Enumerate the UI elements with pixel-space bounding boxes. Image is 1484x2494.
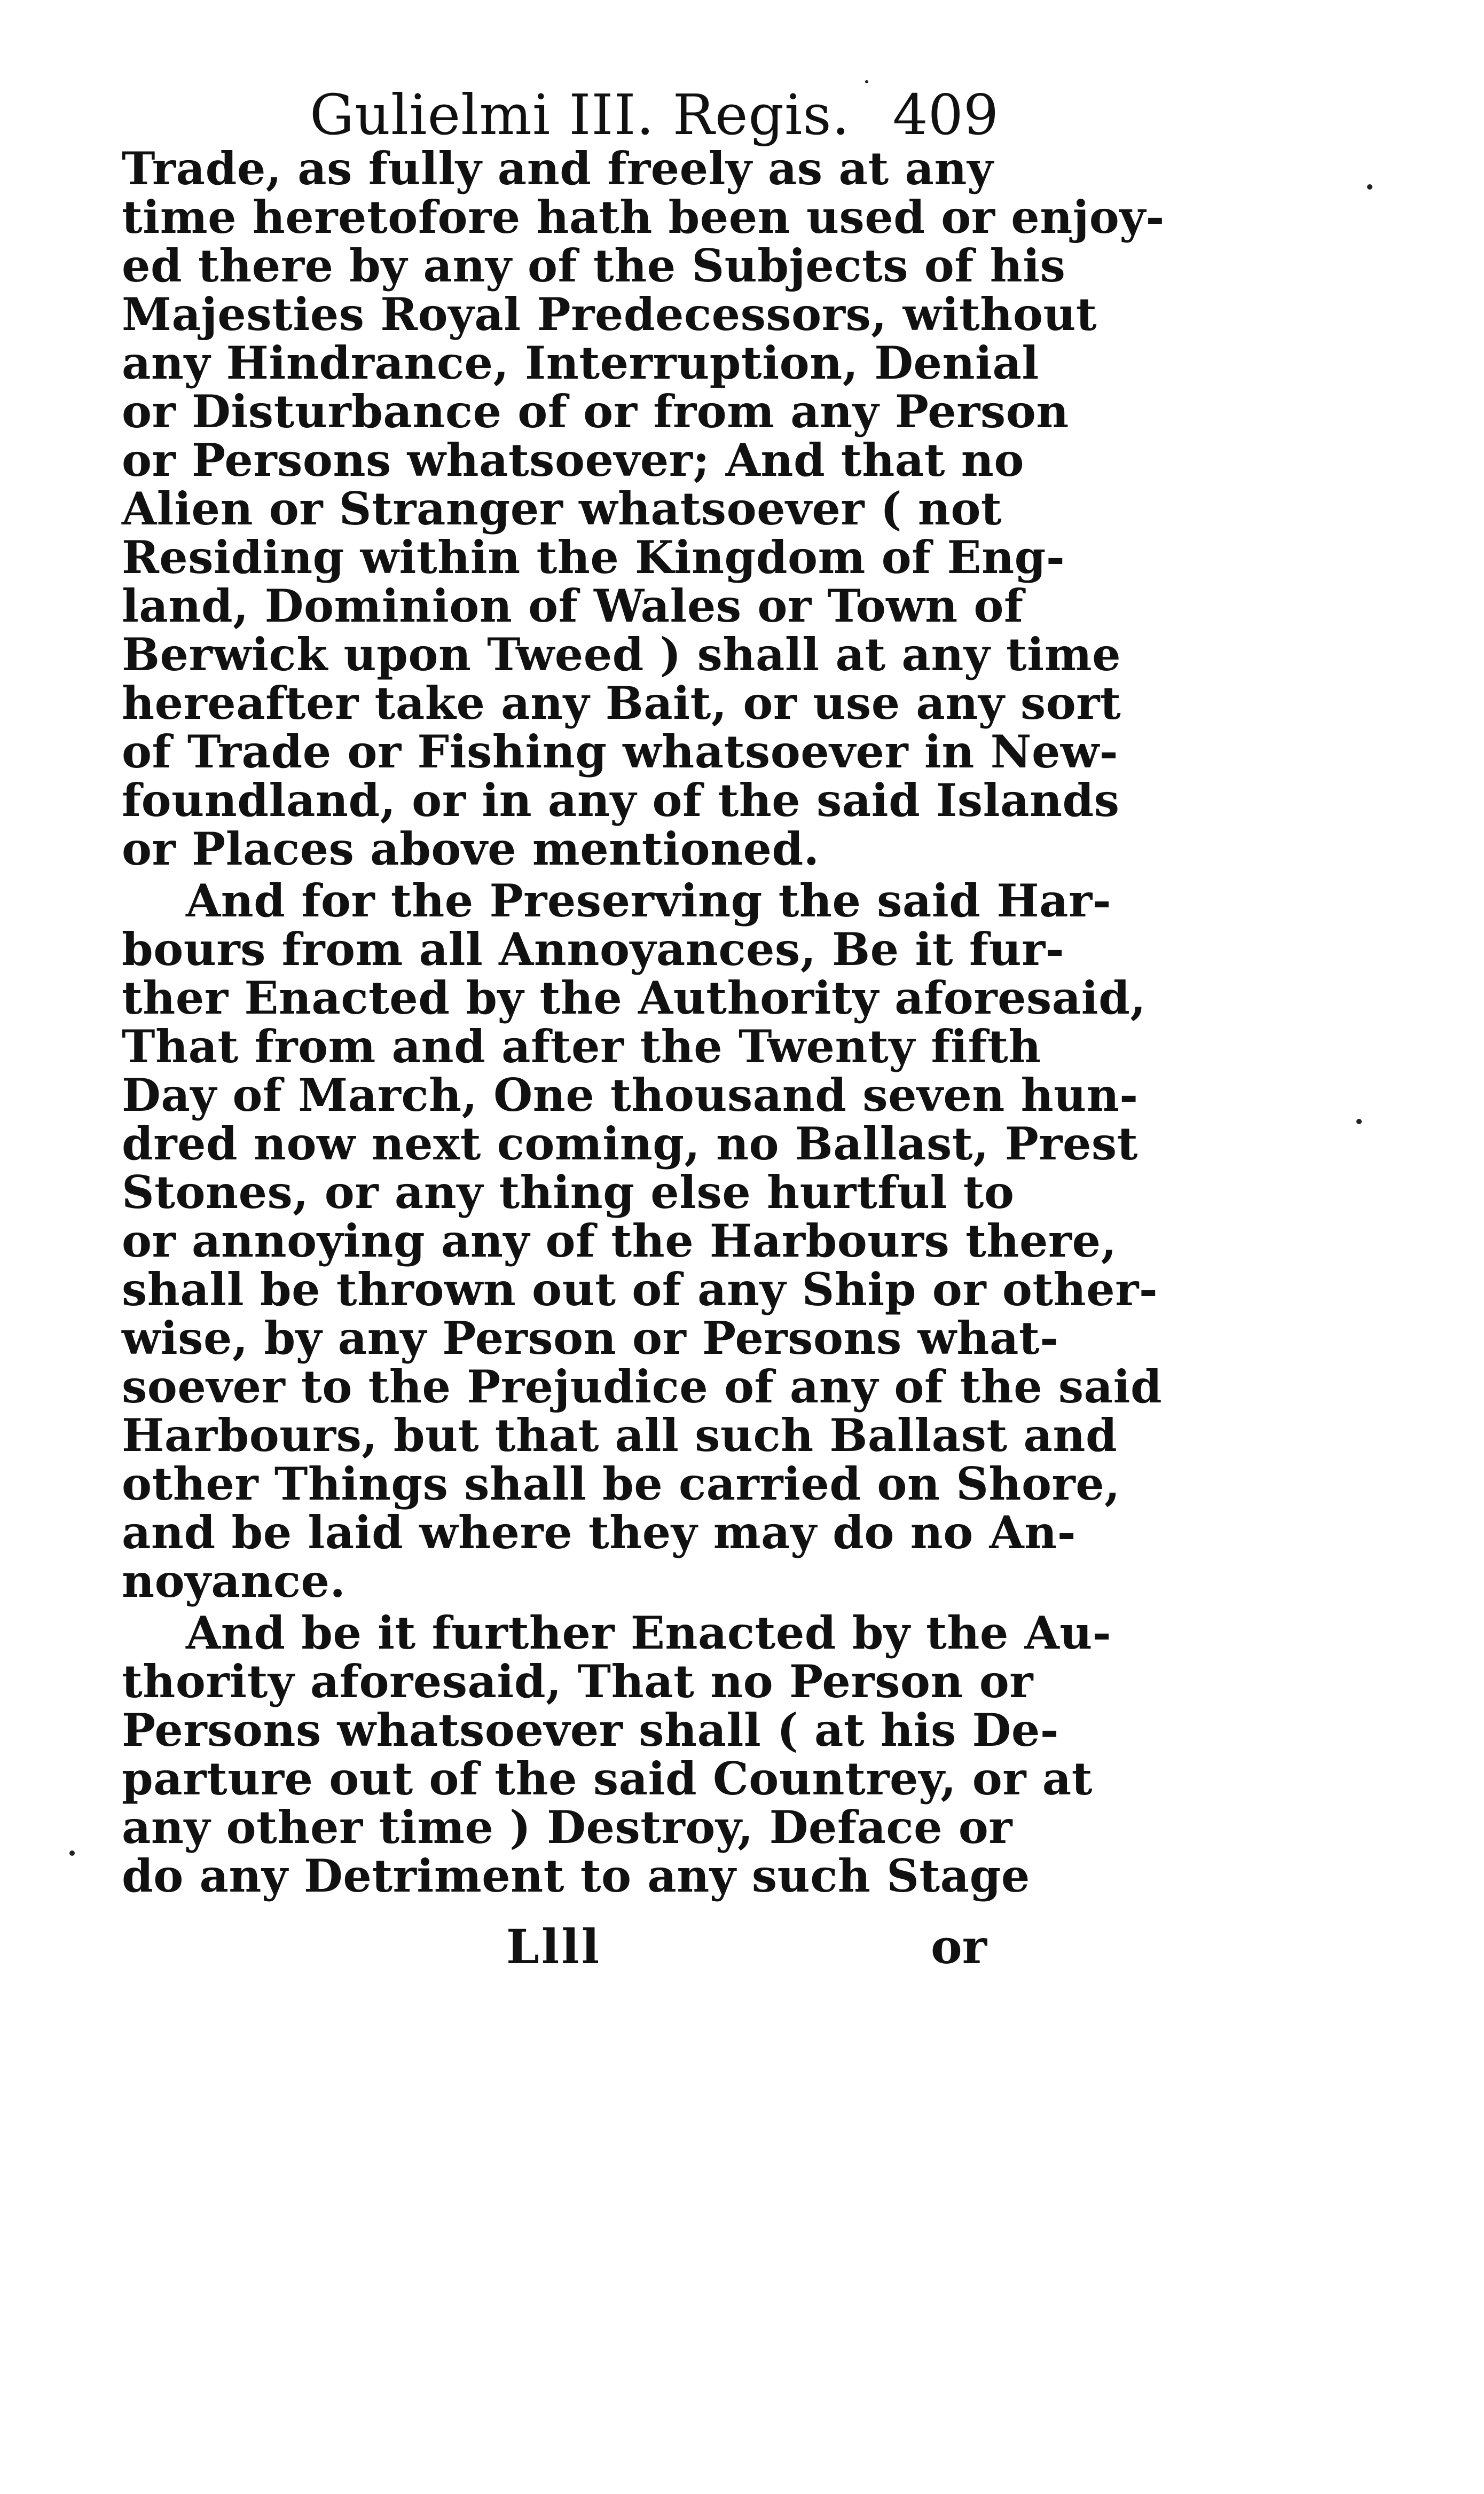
text-line: Day of March, One thousand seven hun- — [122, 1069, 1138, 1121]
text-line: Persons whatsoever shall ( at his De- — [122, 1704, 1059, 1756]
text-line: Residing within the Kingdom of Eng- — [122, 531, 1065, 584]
paragraph-2 — [122, 874, 1163, 1607]
text-line: time heretofore hath been used or enjoy- — [122, 191, 1165, 244]
text-line: And for the Preserving the said Har- — [186, 874, 1112, 927]
text-line: or Persons whatsoever; And that no — [122, 434, 1024, 487]
ink-speck — [865, 80, 868, 83]
text-line: shall be thrown out of any Ship or other- — [122, 1263, 1158, 1316]
text-line: or Places above mentioned. — [122, 822, 820, 875]
running-head — [310, 80, 999, 150]
signature-mark: Llll — [506, 1919, 602, 1974]
text-line: Harbours, but that all such Ballast and — [122, 1409, 1118, 1462]
text-line: parture out of the said Countrey, or at — [122, 1752, 1093, 1805]
paragraph-1 — [122, 142, 1165, 875]
text-line: bours from all Annoyances, Be it fur- — [122, 923, 1065, 976]
text-line: any other time ) Destroy, Deface or — [122, 1801, 1013, 1854]
text-line: any Hindrance, Interruption, Denial — [122, 336, 1039, 389]
text-line: hereafter take any Bait, or use any sort — [122, 677, 1121, 730]
text-line: ed there by any of the Subjects of his — [122, 239, 1066, 292]
running-title: Gulielmi III. Regis. — [310, 82, 850, 147]
text-line: wise, by any Person or Persons what- — [122, 1312, 1059, 1364]
text-line: And be it further Enacted by the Au- — [186, 1606, 1112, 1659]
text-line: do any Detriment to any such Stage — [122, 1849, 1030, 1902]
text-line: foundland, or in any of the said Islands — [122, 774, 1120, 827]
ink-speck — [1367, 184, 1372, 190]
text-line: of Trade or Fishing whatsoever in New- — [122, 725, 1119, 778]
page-footer — [122, 1917, 987, 1976]
ink-speck — [1356, 1119, 1362, 1124]
text-line: and be laid where they may do no An- — [122, 1506, 1077, 1559]
text-line: Berwick upon Tweed ) shall at any time — [122, 628, 1121, 681]
text-line: ther Enacted by the Authority aforesaid, — [122, 971, 1147, 1024]
text-line: thority aforesaid, That no Person or — [122, 1655, 1033, 1708]
catchword: or — [930, 1919, 987, 1974]
text-line: or annoying any of the Harbours there, — [122, 1214, 1117, 1267]
text-line: Trade, as fully and freely as at any — [122, 142, 994, 195]
text-line: dred now next coming, no Ballast, Prest — [122, 1117, 1138, 1170]
text-line: or Disturbance of or from any Person — [122, 385, 1069, 438]
text-line: other Things shall be carried on Shore, — [122, 1457, 1120, 1510]
text-line: Alien or Stranger whatsoever ( not — [122, 482, 1002, 535]
text-line: Majesties Royal Predecessors, without — [122, 288, 1097, 341]
text-line: land, Dominion of Wales or Town of — [122, 579, 1024, 632]
text-line: That from and after the Twenty fifth — [122, 1020, 1041, 1073]
text-line: Stones, or any thing else hurtful to — [122, 1166, 1015, 1219]
page-number: 409 — [892, 82, 999, 147]
ink-speck — [69, 1850, 75, 1856]
paragraph-3 — [122, 1606, 1112, 1902]
body-text — [122, 142, 1165, 1902]
text-line: soever to the Prejudice of any of the said — [122, 1360, 1163, 1413]
text-line: noyance. — [122, 1555, 346, 1607]
